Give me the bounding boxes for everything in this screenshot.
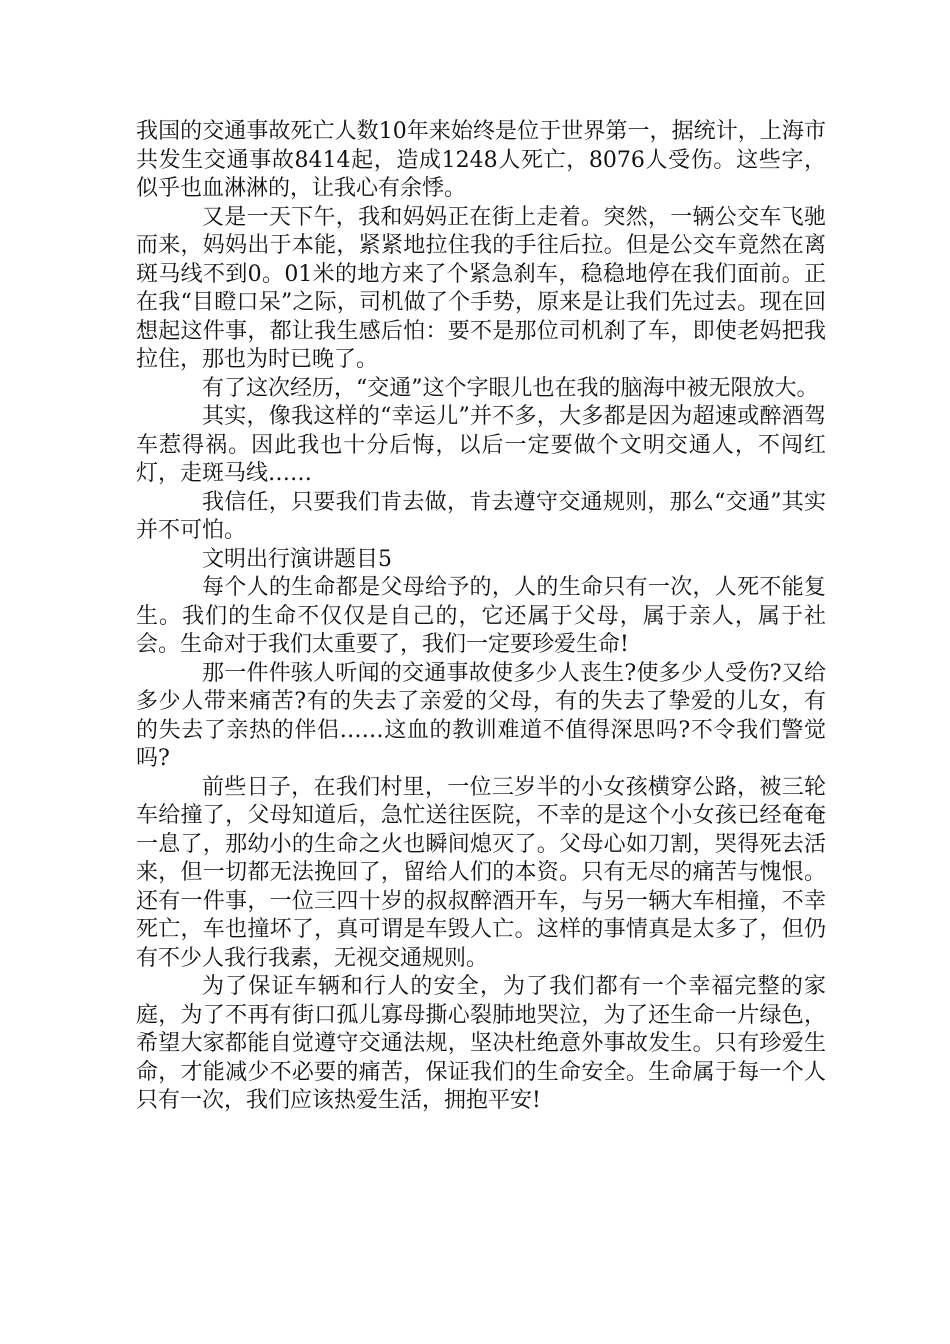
paragraph-lucky-one: 其实，像我这样的“幸运儿”并不多，大多都是因为超速或醉酒驾车惹得祸。因此我也十分后悔，以后一定要做个文明交通人，不闯红灯，走斑马线…… bbox=[136, 404, 826, 486]
paragraph-experience: 有了这次经历，“交通”这个字眼儿也在我的脑海中被无限放大。 bbox=[202, 375, 819, 401]
paragraph-village-story: 前些日子，在我们村里，一位三岁半的小女孩横穿公路，被三轮车给撞了，父母知道后，急忙送往医院，不幸的是这个小女孩已经奄奄一息了，那幼小的生命之火也瞬间熄灭了。父母心如刀割，哭得死去活来，但一切都无法挽回了，留给人们的本资。只有无尽的痛苦与愧恨。还有一件事，一位三四十岁的叔叔醉酒开车，与另一辆大车相撞，不幸死亡，车也撞坏了，真可谓是车毁人亡。这样的事情真是太多了，但仍有不少人我行我素，无视交通规则。 bbox=[136, 774, 826, 971]
paragraph-accidents: 那一件件骇人听闻的交通事故使多少人丧生?使多少人受伤?又给多少人带来痛苦?有的失去了亲爱的父母，有的失去了挚爱的儿女，有的失去了亲热的伴侣……这血的教训难道不值得深思吗?不令我们警觉吗? bbox=[136, 660, 826, 771]
paragraph-traffic-statistics: 我国的交通事故死亡人数10年来始终是位于世界第一，据统计，上海市共发生交通事故8414起，造成1248人死亡，8076人受伤。这些字，似乎也血淋淋的，让我心有余悸。 bbox=[136, 119, 826, 201]
paragraph-trust: 我信任，只要我们肯去做，肯去遵守交通规则，那么“交通”其实并不可怕。 bbox=[136, 489, 826, 543]
paragraph-bus-incident: 又是一天下午，我和妈妈正在街上走着。突然，一辆公交车飞驰而来，妈妈出于本能，紧紧地拉住我的手往后拉。但是公交车竟然在离斑马线不到0。01米的地方来了个紧急刹车，稳稳地停在我们面前。正在我“目瞪口呆”之际，司机做了个手势，原来是让我们先过去。现在回想起这件事，都让我生感后怕：要不是那位司机刹了车，即使老妈把我拉住，那也为时已晚了。 bbox=[136, 204, 826, 372]
paragraph-life-given: 每个人的生命都是父母给予的，人的生命只有一次，人死不能复生。我们的生命不仅仅是自己的，它还属于父母，属于亲人，属于社会。生命对于我们太重要了，我们一定要珍爱生命! bbox=[136, 575, 826, 657]
section-heading: 文明出行演讲题目5 bbox=[202, 546, 392, 572]
paragraph-conclusion: 为了保证车辆和行人的安全，为了我们都有一个幸福完整的家庭，为了不再有街口孤儿寡母撕心裂肺地哭泣，为了还生命一片绿色，希望大家都能自觉遵守交通法规，坚决杜绝意外事故发生。只有珍爱生命，才能减少不必要的痛苦，保证我们的生命安全。生命属于每一个人只有一次，我们应该热爱生活，拥抱平安! bbox=[136, 974, 826, 1113]
document-body bbox=[136, 118, 826, 1116]
